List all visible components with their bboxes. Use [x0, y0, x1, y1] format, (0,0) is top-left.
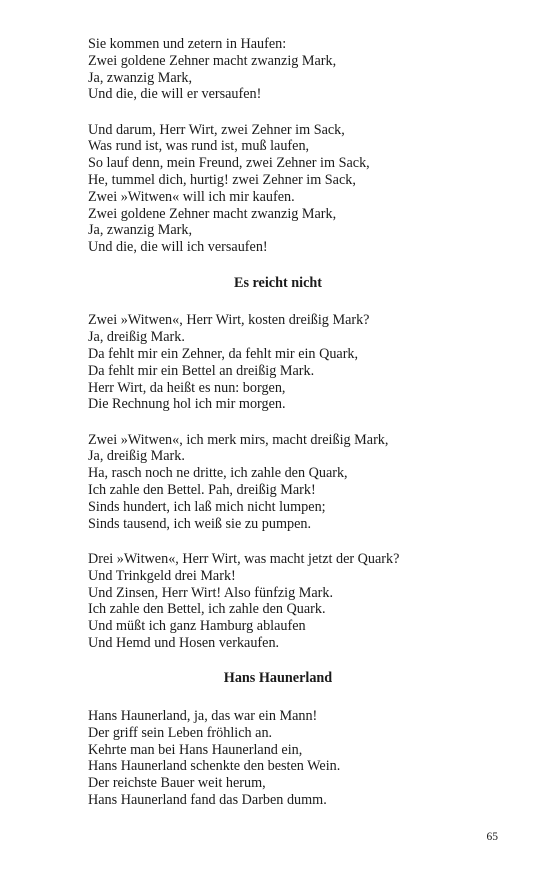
verse-line: Drei »Witwen«, Herr Wirt, was macht jetzt der Quark? — [88, 550, 400, 567]
verse-line: Ja, dreißig Mark. — [88, 329, 185, 346]
verse-line: Ha, rasch noch ne dritte, ich zahle den Quark, — [88, 465, 348, 482]
verse-line: Ich zahle den Bettel, ich zahle den Quark. — [88, 601, 326, 618]
verse-line: Sinds hundert, ich laß mich nicht lumpen; — [88, 498, 326, 515]
verse-line: Was rund ist, was rund ist, muß laufen, — [88, 138, 310, 155]
poem-title: Hans Haunerland — [223, 670, 333, 687]
verse-line: Und Hemd und Hosen verkaufen. — [88, 634, 280, 651]
verse-line: Herr Wirt, da heißt es nun: borgen, — [88, 379, 286, 396]
stanza — [88, 551, 468, 652]
verse-line: He, tummel dich, hurtig! zwei Zehner im Sack, — [88, 172, 356, 189]
poem-es-reicht-nicht — [88, 275, 468, 652]
verse-line: Zwei »Witwen« will ich mir kaufen. — [88, 188, 295, 205]
verse-line: Und Trinkgeld drei Mark! — [88, 567, 236, 584]
verse-line: Und die, die will er versaufen! — [88, 86, 262, 103]
stanza — [88, 708, 468, 809]
verse-line: Und darum, Herr Wirt, zwei Zehner im Sack, — [88, 121, 345, 138]
verse-line: So lauf denn, mein Freund, zwei Zehner im Sack, — [88, 155, 370, 172]
verse-line: Zwei »Witwen«, ich merk mirs, macht dreißig Mark, — [88, 431, 389, 448]
verse-line: Ich zahle den Bettel. Pah, dreißig Mark! — [88, 482, 316, 499]
verse-line: Da fehlt mir ein Bettel an dreißig Mark. — [88, 362, 315, 379]
verse-line: Sinds tausend, ich weiß sie zu pumpen. — [88, 515, 312, 532]
poem-hans-haunerland — [88, 670, 468, 809]
stanza — [88, 36, 468, 103]
verse-line: Ja, dreißig Mark. — [88, 448, 185, 465]
book-page — [88, 36, 468, 827]
verse-line: Und müßt ich ganz Hamburg ablaufen — [88, 618, 306, 635]
verse-line: Kehrte man bei Hans Haunerland ein, — [88, 741, 303, 758]
poem-continuation — [88, 36, 468, 256]
verse-line: Ja, zwanzig Mark, — [88, 222, 193, 239]
poem-title: Es reicht nicht — [233, 274, 322, 291]
verse-line: Ja, zwanzig Mark, — [88, 69, 193, 86]
verse-line: Die Rechnung hol ich mir morgen. — [88, 396, 286, 413]
verse-line: Da fehlt mir ein Zehner, da fehlt mir ein Quark, — [88, 345, 359, 362]
verse-line: Zwei »Witwen«, Herr Wirt, kosten dreißig Mark? — [88, 312, 370, 329]
stanza — [88, 312, 468, 413]
verse-line: Und die, die will ich versaufen! — [88, 239, 268, 256]
verse-line: Zwei goldene Zehner macht zwanzig Mark, — [88, 205, 337, 222]
verse-line: Hans Haunerland fand das Darben dumm. — [88, 791, 327, 808]
verse-line: Der reichste Bauer weit herum, — [88, 775, 266, 792]
verse-line: Hans Haunerland, ja, das war ein Mann! — [88, 708, 318, 724]
stanza — [88, 122, 468, 256]
verse-line: Zwei goldene Zehner macht zwanzig Mark, — [88, 52, 337, 69]
stanza — [88, 432, 468, 533]
verse-line: Sie kommen und zetern in Haufen: — [88, 36, 287, 52]
verse-line: Und Zinsen, Herr Wirt! Also fünfzig Mark. — [88, 584, 334, 601]
verse-line: Der griff sein Leben fröhlich an. — [88, 724, 273, 741]
page-number: 65 — [486, 831, 498, 843]
verse-line: Hans Haunerland schenkte den besten Wein. — [88, 758, 341, 775]
